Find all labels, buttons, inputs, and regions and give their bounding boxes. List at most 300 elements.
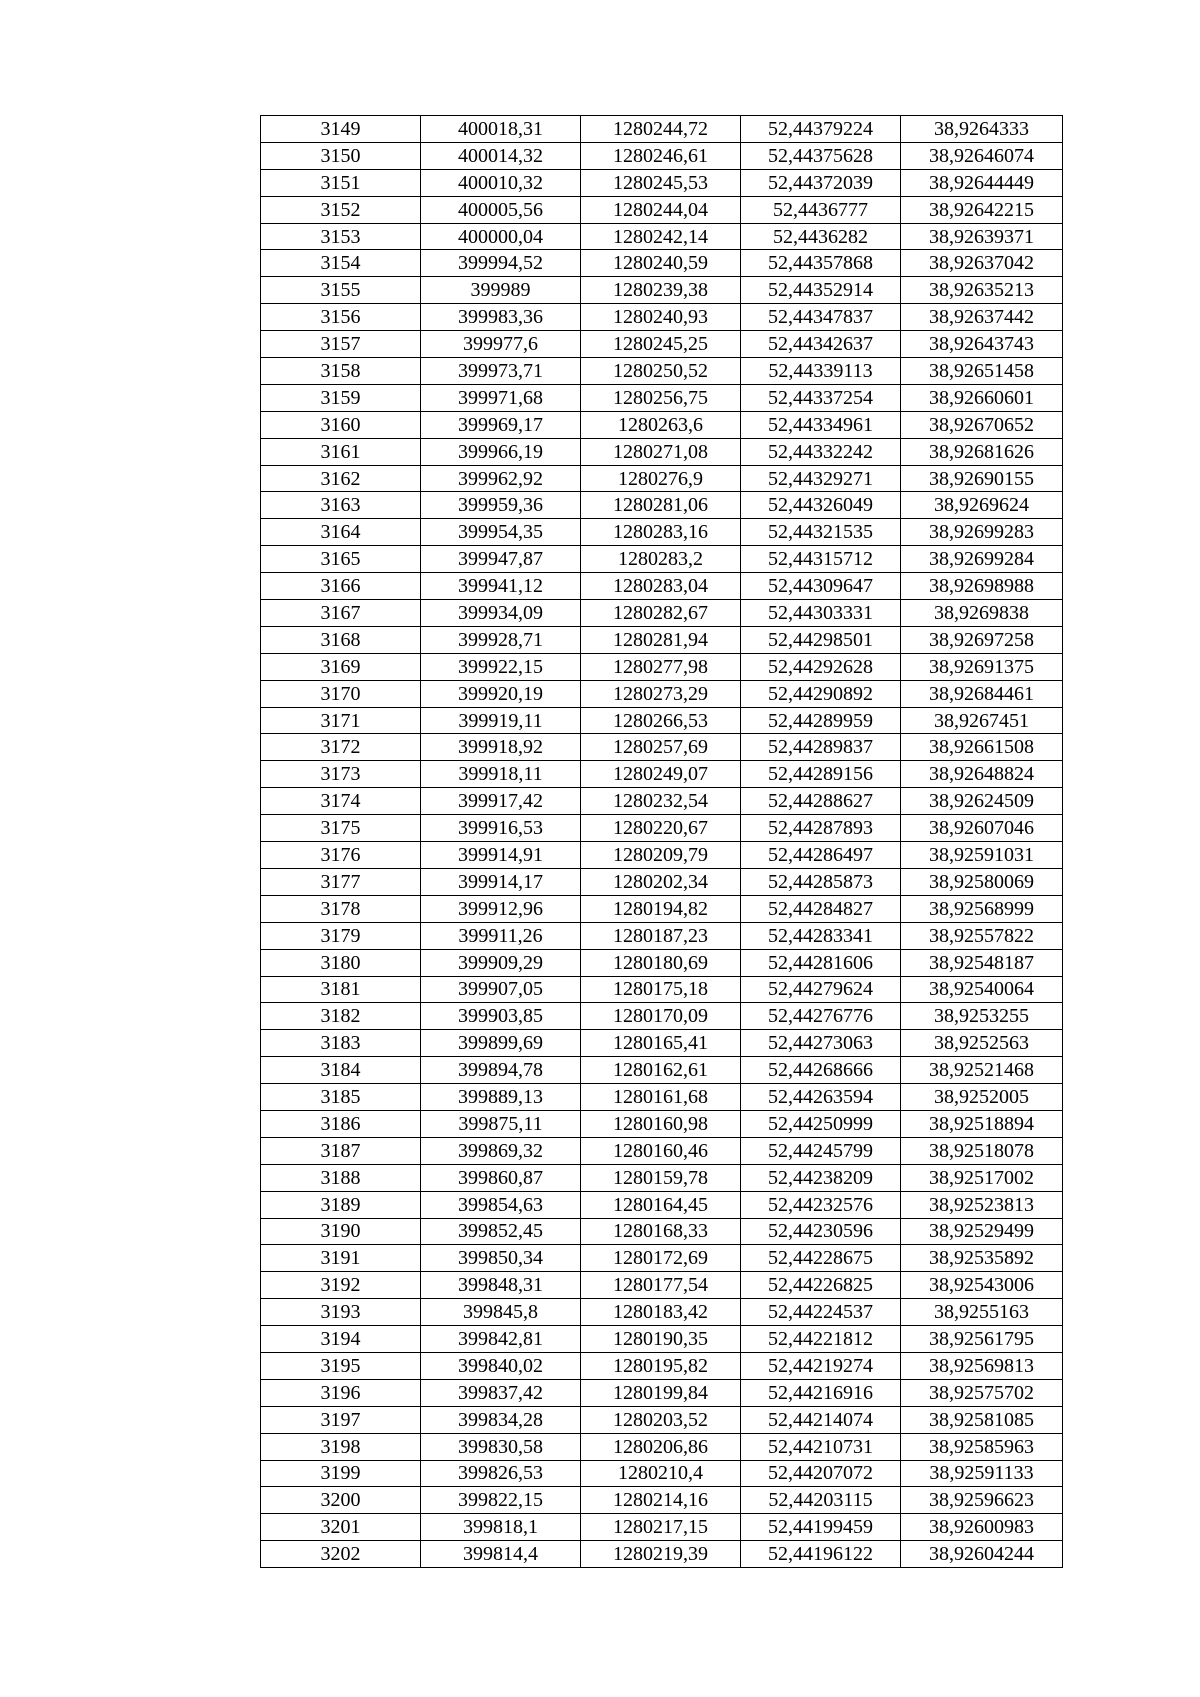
- latitude-cell: 52,44347837: [741, 304, 901, 331]
- x-coordinate-cell: 399826,53: [421, 1460, 581, 1487]
- point-number-cell: 3179: [261, 922, 421, 949]
- table-row: [261, 680, 1063, 707]
- point-number-cell: 3170: [261, 680, 421, 707]
- point-number-cell: 3165: [261, 546, 421, 573]
- point-number-cell: 3160: [261, 411, 421, 438]
- x-coordinate-cell: 399954,35: [421, 519, 581, 546]
- point-number-cell: 3176: [261, 842, 421, 869]
- latitude-cell: 52,44238209: [741, 1164, 901, 1191]
- point-number-cell: 3194: [261, 1326, 421, 1353]
- longitude-cell: 38,92581085: [901, 1406, 1063, 1433]
- y-coordinate-cell: 1280180,69: [581, 949, 741, 976]
- x-coordinate-cell: 400014,32: [421, 142, 581, 169]
- x-coordinate-cell: 399914,17: [421, 868, 581, 895]
- y-coordinate-cell: 1280271,08: [581, 438, 741, 465]
- y-coordinate-cell: 1280161,68: [581, 1084, 741, 1111]
- y-coordinate-cell: 1280256,75: [581, 384, 741, 411]
- y-coordinate-cell: 1280199,84: [581, 1379, 741, 1406]
- x-coordinate-cell: 399941,12: [421, 573, 581, 600]
- x-coordinate-cell: 399989: [421, 277, 581, 304]
- table-row: [261, 1137, 1063, 1164]
- x-coordinate-cell: 399845,8: [421, 1299, 581, 1326]
- point-number-cell: 3198: [261, 1433, 421, 1460]
- latitude-cell: 52,44352914: [741, 277, 901, 304]
- point-number-cell: 3193: [261, 1299, 421, 1326]
- table-row: [261, 411, 1063, 438]
- y-coordinate-cell: 1280281,06: [581, 492, 741, 519]
- point-number-cell: 3151: [261, 169, 421, 196]
- longitude-cell: 38,92600983: [901, 1514, 1063, 1541]
- longitude-cell: 38,92635213: [901, 277, 1063, 304]
- y-coordinate-cell: 1280220,67: [581, 815, 741, 842]
- longitude-cell: 38,92643743: [901, 331, 1063, 358]
- x-coordinate-cell: 399909,29: [421, 949, 581, 976]
- point-number-cell: 3155: [261, 277, 421, 304]
- longitude-cell: 38,9252563: [901, 1030, 1063, 1057]
- x-coordinate-cell: 399966,19: [421, 438, 581, 465]
- table-row: [261, 277, 1063, 304]
- latitude-cell: 52,44268666: [741, 1057, 901, 1084]
- x-coordinate-cell: 399834,28: [421, 1406, 581, 1433]
- longitude-cell: 38,9269624: [901, 492, 1063, 519]
- latitude-cell: 52,44287893: [741, 815, 901, 842]
- longitude-cell: 38,92540064: [901, 976, 1063, 1003]
- latitude-cell: 52,44226825: [741, 1272, 901, 1299]
- y-coordinate-cell: 1280283,2: [581, 546, 741, 573]
- point-number-cell: 3174: [261, 788, 421, 815]
- table-row: [261, 1541, 1063, 1568]
- longitude-cell: 38,92681626: [901, 438, 1063, 465]
- x-coordinate-cell: 399907,05: [421, 976, 581, 1003]
- x-coordinate-cell: 399947,87: [421, 546, 581, 573]
- y-coordinate-cell: 1280194,82: [581, 895, 741, 922]
- longitude-cell: 38,92698988: [901, 573, 1063, 600]
- table-row: [261, 1084, 1063, 1111]
- point-number-cell: 3185: [261, 1084, 421, 1111]
- point-number-cell: 3153: [261, 223, 421, 250]
- table-row: [261, 1003, 1063, 1030]
- table-row: [261, 761, 1063, 788]
- y-coordinate-cell: 1280263,6: [581, 411, 741, 438]
- x-coordinate-cell: 399917,42: [421, 788, 581, 815]
- longitude-cell: 38,92637442: [901, 304, 1063, 331]
- latitude-cell: 52,44210731: [741, 1433, 901, 1460]
- latitude-cell: 52,44216916: [741, 1379, 901, 1406]
- x-coordinate-cell: 399918,11: [421, 761, 581, 788]
- longitude-cell: 38,92670652: [901, 411, 1063, 438]
- x-coordinate-cell: 399869,32: [421, 1137, 581, 1164]
- x-coordinate-cell: 399914,91: [421, 842, 581, 869]
- y-coordinate-cell: 1280276,9: [581, 465, 741, 492]
- point-number-cell: 3169: [261, 653, 421, 680]
- x-coordinate-cell: 399875,11: [421, 1110, 581, 1137]
- latitude-cell: 52,44372039: [741, 169, 901, 196]
- table-row: [261, 546, 1063, 573]
- x-coordinate-cell: 399852,45: [421, 1218, 581, 1245]
- table-row: [261, 1352, 1063, 1379]
- y-coordinate-cell: 1280177,54: [581, 1272, 741, 1299]
- y-coordinate-cell: 1280165,41: [581, 1030, 741, 1057]
- longitude-cell: 38,92644449: [901, 169, 1063, 196]
- longitude-cell: 38,92529499: [901, 1218, 1063, 1245]
- point-number-cell: 3195: [261, 1352, 421, 1379]
- longitude-cell: 38,92517002: [901, 1164, 1063, 1191]
- table-row: [261, 1433, 1063, 1460]
- table-row: [261, 815, 1063, 842]
- longitude-cell: 38,9255163: [901, 1299, 1063, 1326]
- x-coordinate-cell: 399919,11: [421, 707, 581, 734]
- table-row: [261, 1460, 1063, 1487]
- table-row: [261, 1218, 1063, 1245]
- latitude-cell: 52,44288627: [741, 788, 901, 815]
- longitude-cell: 38,92648824: [901, 761, 1063, 788]
- x-coordinate-cell: 399977,6: [421, 331, 581, 358]
- longitude-cell: 38,92639371: [901, 223, 1063, 250]
- x-coordinate-cell: 399973,71: [421, 358, 581, 385]
- x-coordinate-cell: 399912,96: [421, 895, 581, 922]
- longitude-cell: 38,92521468: [901, 1057, 1063, 1084]
- latitude-cell: 52,44263594: [741, 1084, 901, 1111]
- y-coordinate-cell: 1280160,46: [581, 1137, 741, 1164]
- point-number-cell: 3168: [261, 626, 421, 653]
- y-coordinate-cell: 1280195,82: [581, 1352, 741, 1379]
- latitude-cell: 52,44219274: [741, 1352, 901, 1379]
- latitude-cell: 52,44329271: [741, 465, 901, 492]
- table-row: [261, 465, 1063, 492]
- table-row: [261, 438, 1063, 465]
- table-row: [261, 573, 1063, 600]
- x-coordinate-cell: 399837,42: [421, 1379, 581, 1406]
- table-row: [261, 1057, 1063, 1084]
- y-coordinate-cell: 1280240,59: [581, 250, 741, 277]
- table-row: [261, 1110, 1063, 1137]
- point-number-cell: 3162: [261, 465, 421, 492]
- x-coordinate-cell: 399903,85: [421, 1003, 581, 1030]
- y-coordinate-cell: 1280277,98: [581, 653, 741, 680]
- y-coordinate-cell: 1280281,94: [581, 626, 741, 653]
- longitude-cell: 38,9264333: [901, 116, 1063, 143]
- point-number-cell: 3154: [261, 250, 421, 277]
- longitude-cell: 38,92596623: [901, 1487, 1063, 1514]
- y-coordinate-cell: 1280172,69: [581, 1245, 741, 1272]
- latitude-cell: 52,44303331: [741, 600, 901, 627]
- table-row: [261, 358, 1063, 385]
- latitude-cell: 52,44309647: [741, 573, 901, 600]
- x-coordinate-cell: 399922,15: [421, 653, 581, 680]
- x-coordinate-cell: 399920,19: [421, 680, 581, 707]
- y-coordinate-cell: 1280250,52: [581, 358, 741, 385]
- table-row: [261, 142, 1063, 169]
- point-number-cell: 3164: [261, 519, 421, 546]
- y-coordinate-cell: 1280168,33: [581, 1218, 741, 1245]
- longitude-cell: 38,92523813: [901, 1191, 1063, 1218]
- latitude-cell: 52,44326049: [741, 492, 901, 519]
- y-coordinate-cell: 1280257,69: [581, 734, 741, 761]
- longitude-cell: 38,92557822: [901, 922, 1063, 949]
- table-row: [261, 223, 1063, 250]
- y-coordinate-cell: 1280245,53: [581, 169, 741, 196]
- y-coordinate-cell: 1280273,29: [581, 680, 741, 707]
- longitude-cell: 38,92585963: [901, 1433, 1063, 1460]
- latitude-cell: 52,44375628: [741, 142, 901, 169]
- y-coordinate-cell: 1280239,38: [581, 277, 741, 304]
- table-row: [261, 492, 1063, 519]
- x-coordinate-cell: 399899,69: [421, 1030, 581, 1057]
- latitude-cell: 52,44196122: [741, 1541, 901, 1568]
- point-number-cell: 3175: [261, 815, 421, 842]
- table-row: [261, 196, 1063, 223]
- table-row: [261, 1514, 1063, 1541]
- y-coordinate-cell: 1280210,4: [581, 1460, 741, 1487]
- x-coordinate-cell: 399822,15: [421, 1487, 581, 1514]
- longitude-cell: 38,92607046: [901, 815, 1063, 842]
- longitude-cell: 38,92661508: [901, 734, 1063, 761]
- latitude-cell: 52,44279624: [741, 976, 901, 1003]
- y-coordinate-cell: 1280245,25: [581, 331, 741, 358]
- longitude-cell: 38,92518894: [901, 1110, 1063, 1137]
- point-number-cell: 3161: [261, 438, 421, 465]
- longitude-cell: 38,92591031: [901, 842, 1063, 869]
- y-coordinate-cell: 1280164,45: [581, 1191, 741, 1218]
- latitude-cell: 52,44199459: [741, 1514, 901, 1541]
- longitude-cell: 38,92684461: [901, 680, 1063, 707]
- x-coordinate-cell: 399894,78: [421, 1057, 581, 1084]
- y-coordinate-cell: 1280187,23: [581, 922, 741, 949]
- coordinates-table: [260, 115, 1063, 1568]
- table-row: [261, 1164, 1063, 1191]
- table-row: [261, 169, 1063, 196]
- y-coordinate-cell: 1280283,16: [581, 519, 741, 546]
- table-row: [261, 1406, 1063, 1433]
- point-number-cell: 3166: [261, 573, 421, 600]
- longitude-cell: 38,9252005: [901, 1084, 1063, 1111]
- x-coordinate-cell: 400018,31: [421, 116, 581, 143]
- point-number-cell: 3167: [261, 600, 421, 627]
- latitude-cell: 52,44290892: [741, 680, 901, 707]
- latitude-cell: 52,44232576: [741, 1191, 901, 1218]
- y-coordinate-cell: 1280244,04: [581, 196, 741, 223]
- table-row: [261, 1326, 1063, 1353]
- point-number-cell: 3159: [261, 384, 421, 411]
- table-row: [261, 1030, 1063, 1057]
- latitude-cell: 52,44379224: [741, 116, 901, 143]
- latitude-cell: 52,44321535: [741, 519, 901, 546]
- point-number-cell: 3190: [261, 1218, 421, 1245]
- y-coordinate-cell: 1280162,61: [581, 1057, 741, 1084]
- longitude-cell: 38,92697258: [901, 626, 1063, 653]
- latitude-cell: 52,4436777: [741, 196, 901, 223]
- longitude-cell: 38,92690155: [901, 465, 1063, 492]
- x-coordinate-cell: 399934,09: [421, 600, 581, 627]
- longitude-cell: 38,92646074: [901, 142, 1063, 169]
- table-row: [261, 1272, 1063, 1299]
- x-coordinate-cell: 399814,4: [421, 1541, 581, 1568]
- y-coordinate-cell: 1280217,15: [581, 1514, 741, 1541]
- table-row: [261, 842, 1063, 869]
- point-number-cell: 3182: [261, 1003, 421, 1030]
- longitude-cell: 38,92624509: [901, 788, 1063, 815]
- point-number-cell: 3187: [261, 1137, 421, 1164]
- latitude-cell: 52,44334961: [741, 411, 901, 438]
- y-coordinate-cell: 1280242,14: [581, 223, 741, 250]
- y-coordinate-cell: 1280214,16: [581, 1487, 741, 1514]
- point-number-cell: 3184: [261, 1057, 421, 1084]
- y-coordinate-cell: 1280240,93: [581, 304, 741, 331]
- longitude-cell: 38,9269838: [901, 600, 1063, 627]
- latitude-cell: 52,44339113: [741, 358, 901, 385]
- x-coordinate-cell: 399818,1: [421, 1514, 581, 1541]
- latitude-cell: 52,44276776: [741, 1003, 901, 1030]
- x-coordinate-cell: 400005,56: [421, 196, 581, 223]
- latitude-cell: 52,44315712: [741, 546, 901, 573]
- latitude-cell: 52,44230596: [741, 1218, 901, 1245]
- longitude-cell: 38,92651458: [901, 358, 1063, 385]
- point-number-cell: 3150: [261, 142, 421, 169]
- point-number-cell: 3157: [261, 331, 421, 358]
- latitude-cell: 52,44286497: [741, 842, 901, 869]
- longitude-cell: 38,92699284: [901, 546, 1063, 573]
- x-coordinate-cell: 399971,68: [421, 384, 581, 411]
- x-coordinate-cell: 399959,36: [421, 492, 581, 519]
- point-number-cell: 3188: [261, 1164, 421, 1191]
- y-coordinate-cell: 1280190,35: [581, 1326, 741, 1353]
- latitude-cell: 52,44207072: [741, 1460, 901, 1487]
- point-number-cell: 3152: [261, 196, 421, 223]
- latitude-cell: 52,44342637: [741, 331, 901, 358]
- y-coordinate-cell: 1280175,18: [581, 976, 741, 1003]
- table-row: [261, 734, 1063, 761]
- table-row: [261, 331, 1063, 358]
- latitude-cell: 52,44357868: [741, 250, 901, 277]
- latitude-cell: 52,44289156: [741, 761, 901, 788]
- x-coordinate-cell: 399918,92: [421, 734, 581, 761]
- latitude-cell: 52,44221812: [741, 1326, 901, 1353]
- point-number-cell: 3158: [261, 358, 421, 385]
- latitude-cell: 52,44250999: [741, 1110, 901, 1137]
- longitude-cell: 38,92568999: [901, 895, 1063, 922]
- longitude-cell: 38,92561795: [901, 1326, 1063, 1353]
- x-coordinate-cell: 400000,04: [421, 223, 581, 250]
- longitude-cell: 38,92575702: [901, 1379, 1063, 1406]
- y-coordinate-cell: 1280282,67: [581, 600, 741, 627]
- x-coordinate-cell: 399889,13: [421, 1084, 581, 1111]
- latitude-cell: 52,44228675: [741, 1245, 901, 1272]
- x-coordinate-cell: 399969,17: [421, 411, 581, 438]
- y-coordinate-cell: 1280206,86: [581, 1433, 741, 1460]
- latitude-cell: 52,44285873: [741, 868, 901, 895]
- longitude-cell: 38,92518078: [901, 1137, 1063, 1164]
- longitude-cell: 38,92543006: [901, 1272, 1063, 1299]
- point-number-cell: 3173: [261, 761, 421, 788]
- y-coordinate-cell: 1280249,07: [581, 761, 741, 788]
- latitude-cell: 52,44273063: [741, 1030, 901, 1057]
- table-row: [261, 519, 1063, 546]
- latitude-cell: 52,44332242: [741, 438, 901, 465]
- latitude-cell: 52,44281606: [741, 949, 901, 976]
- point-number-cell: 3156: [261, 304, 421, 331]
- x-coordinate-cell: 399830,58: [421, 1433, 581, 1460]
- table-row: [261, 304, 1063, 331]
- x-coordinate-cell: 399983,36: [421, 304, 581, 331]
- y-coordinate-cell: 1280170,09: [581, 1003, 741, 1030]
- x-coordinate-cell: 399911,26: [421, 922, 581, 949]
- longitude-cell: 38,92569813: [901, 1352, 1063, 1379]
- y-coordinate-cell: 1280244,72: [581, 116, 741, 143]
- latitude-cell: 52,44203115: [741, 1487, 901, 1514]
- table-row: [261, 653, 1063, 680]
- y-coordinate-cell: 1280219,39: [581, 1541, 741, 1568]
- y-coordinate-cell: 1280246,61: [581, 142, 741, 169]
- longitude-cell: 38,92637042: [901, 250, 1063, 277]
- table-row: [261, 116, 1063, 143]
- point-number-cell: 3202: [261, 1541, 421, 1568]
- table-row: [261, 1487, 1063, 1514]
- point-number-cell: 3192: [261, 1272, 421, 1299]
- table-row: [261, 1245, 1063, 1272]
- table-row: [261, 250, 1063, 277]
- latitude-cell: 52,44284827: [741, 895, 901, 922]
- x-coordinate-cell: 399860,87: [421, 1164, 581, 1191]
- point-number-cell: 3197: [261, 1406, 421, 1433]
- longitude-cell: 38,92691375: [901, 653, 1063, 680]
- x-coordinate-cell: 399916,53: [421, 815, 581, 842]
- point-number-cell: 3178: [261, 895, 421, 922]
- x-coordinate-cell: 399962,92: [421, 465, 581, 492]
- longitude-cell: 38,92535892: [901, 1245, 1063, 1272]
- point-number-cell: 3171: [261, 707, 421, 734]
- point-number-cell: 3183: [261, 1030, 421, 1057]
- point-number-cell: 3180: [261, 949, 421, 976]
- table-row: [261, 868, 1063, 895]
- x-coordinate-cell: 399854,63: [421, 1191, 581, 1218]
- point-number-cell: 3172: [261, 734, 421, 761]
- point-number-cell: 3199: [261, 1460, 421, 1487]
- table-row: [261, 976, 1063, 1003]
- latitude-cell: 52,44245799: [741, 1137, 901, 1164]
- coordinates-table-body: [261, 116, 1063, 1568]
- point-number-cell: 3177: [261, 868, 421, 895]
- table-row: [261, 626, 1063, 653]
- latitude-cell: 52,4436282: [741, 223, 901, 250]
- point-number-cell: 3149: [261, 116, 421, 143]
- table-row: [261, 600, 1063, 627]
- point-number-cell: 3201: [261, 1514, 421, 1541]
- table-row: [261, 1299, 1063, 1326]
- x-coordinate-cell: 399850,34: [421, 1245, 581, 1272]
- longitude-cell: 38,9253255: [901, 1003, 1063, 1030]
- point-number-cell: 3163: [261, 492, 421, 519]
- y-coordinate-cell: 1280209,79: [581, 842, 741, 869]
- longitude-cell: 38,9267451: [901, 707, 1063, 734]
- point-number-cell: 3181: [261, 976, 421, 1003]
- table-row: [261, 384, 1063, 411]
- point-number-cell: 3191: [261, 1245, 421, 1272]
- latitude-cell: 52,44289959: [741, 707, 901, 734]
- longitude-cell: 38,92548187: [901, 949, 1063, 976]
- table-row: [261, 949, 1063, 976]
- latitude-cell: 52,44283341: [741, 922, 901, 949]
- x-coordinate-cell: 399994,52: [421, 250, 581, 277]
- longitude-cell: 38,92642215: [901, 196, 1063, 223]
- longitude-cell: 38,92604244: [901, 1541, 1063, 1568]
- table-row: [261, 1379, 1063, 1406]
- x-coordinate-cell: 399840,02: [421, 1352, 581, 1379]
- y-coordinate-cell: 1280232,54: [581, 788, 741, 815]
- y-coordinate-cell: 1280202,34: [581, 868, 741, 895]
- table-row: [261, 922, 1063, 949]
- x-coordinate-cell: 400010,32: [421, 169, 581, 196]
- longitude-cell: 38,92591133: [901, 1460, 1063, 1487]
